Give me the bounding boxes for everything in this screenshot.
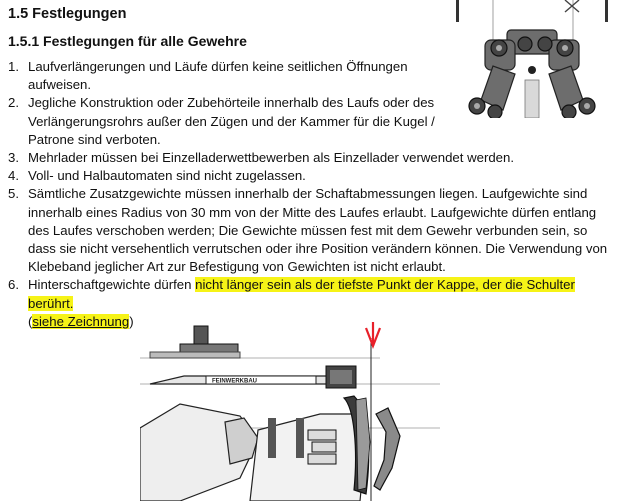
paren-open: ( <box>28 313 33 329</box>
rule-number: 2. <box>8 95 19 111</box>
drawing-reference-link[interactable]: siehe Zeichnung <box>32 313 130 329</box>
brand-label: FEINWERKBAU <box>212 378 257 385</box>
rule-number: 6. <box>8 277 19 293</box>
rule-text: Laufverlängerungen und Läufe dürfen keine seitlichen Öffnungen aufweisen. <box>28 59 408 93</box>
subsection-heading: 1.5.1 Festlegungen für alle Gewehre <box>8 33 247 49</box>
rule-text: Mehrlader müssen bei Einzelladerwettbewerben als Einzellader verwendet werden. <box>28 150 514 166</box>
rule-item-4 <box>8 167 613 185</box>
rule-number: 5. <box>8 186 19 202</box>
section-heading: 1.5 Festlegungen <box>8 6 127 22</box>
rule-number: 4. <box>8 168 19 184</box>
rule-text: Jegliche Konstruktion oder Zubehörteile innerhalb des Laufs oder des Verlängerungsrohrs außer den Zügen und der Kammer für die Kugel / Patrone sind verboten. <box>28 95 435 147</box>
rule-text: Voll- und Halbautomaten sind nicht zugelassen. <box>28 168 306 184</box>
highlighted-text: nicht länger sein als der tiefste Punkt der Kappe, der die Schulter berührt. <box>28 277 575 311</box>
paren-close: ) <box>129 313 134 329</box>
rifle-side-view-drawing <box>140 318 440 501</box>
rule-item-2 <box>8 94 438 149</box>
rule-text: Sämtliche Zusatzgewichte müssen innerhalb der Schaftabmessungen liegen. Laufgewichte sind innerhalb eines Radius von 30 mm von der Mitte des Laufes erlaubt. Laufgewichte dürfen entlang des Laufes verschoben werden; Die Gewichte müssen fest mit dem Gewehr verbunden sein, so dass sie nicht versehentlich verrutschen oder ihre Position verändern können. Die Verwendung von Klebeband jeglicher Art zur Befestigung von Gewichten ist nicht erlaubt. <box>28 186 608 275</box>
rule-item-1 <box>8 58 418 94</box>
rule-number: 3. <box>8 150 19 166</box>
rule-text: Hinterschaftgewichte dürfen <box>28 277 196 293</box>
rule-number: 1. <box>8 59 19 74</box>
rule-item-3 <box>8 149 613 167</box>
rule-item-5 <box>8 185 613 276</box>
